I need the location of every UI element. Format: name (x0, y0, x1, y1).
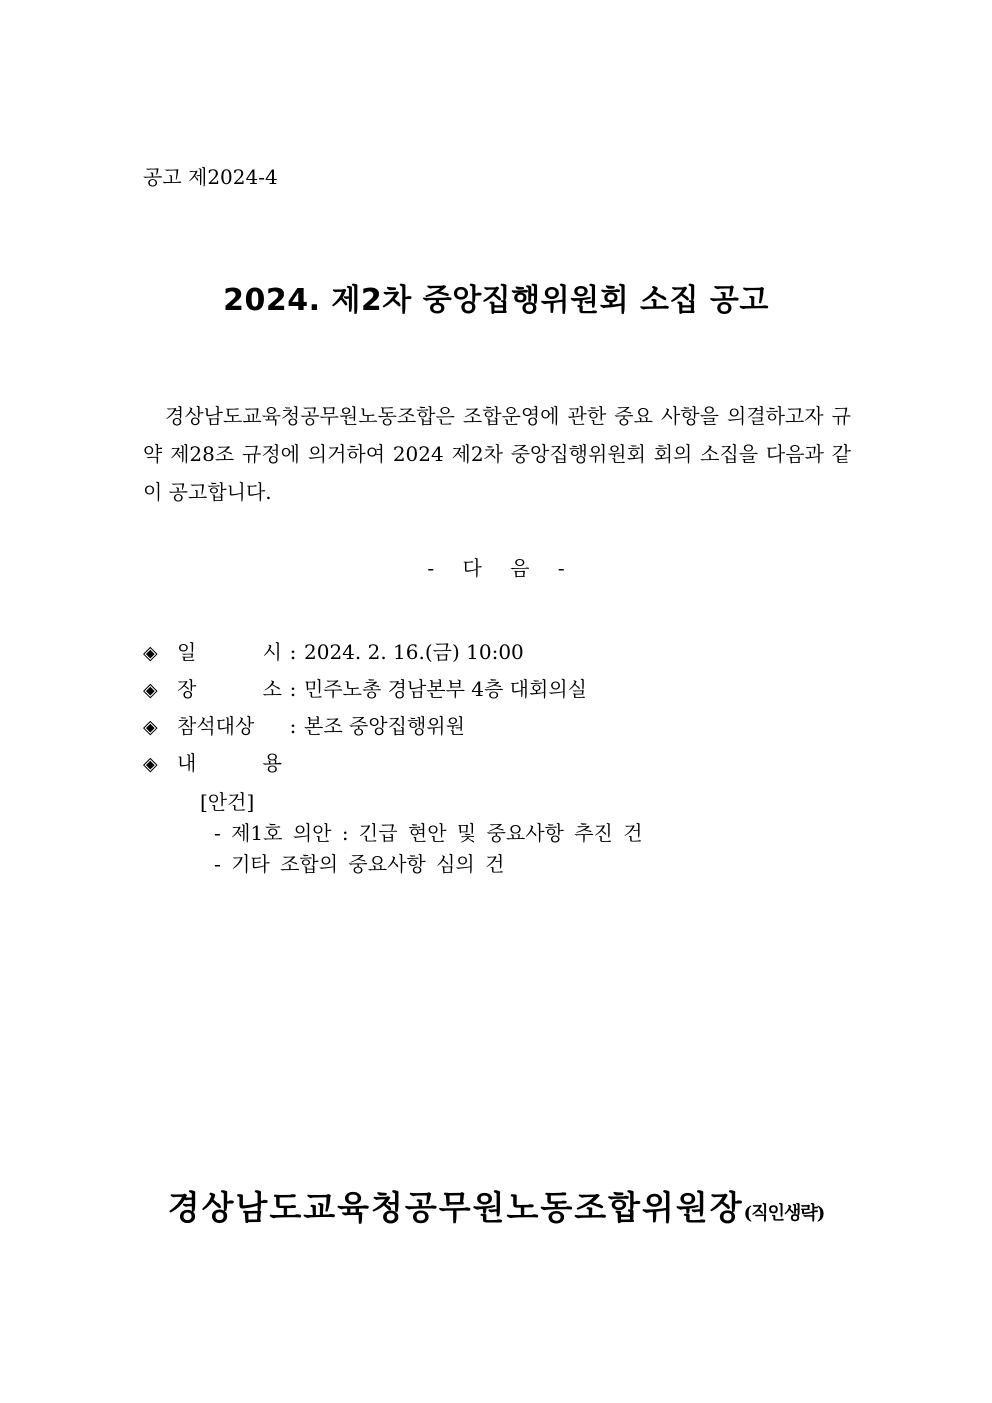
detail-value: 2024. 2. 16.(금) 10:00 (304, 640, 524, 664)
detail-label: 참석대상 (177, 714, 255, 738)
diamond-bullet-icon: ◈ (143, 642, 158, 664)
agenda-section (200, 787, 643, 880)
agenda-item: - 기타 조합의 중요사항 심의 건 (214, 852, 505, 876)
agenda-heading: [안건] (200, 790, 255, 814)
detail-value: 민주노총 경남본부 4층 대회의실 (304, 677, 587, 701)
detail-label: 내 용 (177, 751, 282, 775)
detail-label: 장 소 (177, 677, 282, 701)
detail-item-content (143, 745, 863, 782)
seal-omitted-note: (직인생략) (743, 1203, 825, 1224)
detail-item-datetime (143, 634, 863, 671)
diamond-bullet-icon: ◈ (143, 679, 158, 701)
details-list (143, 634, 863, 782)
body-paragraph: 경상남도교육청공무원노동조합은 조합운영에 관한 중요 사항을 의결하고자 규약 제28조 규정에 의거하여 2024 제2차 중앙집행위원회 회의 소집을 다음과 같이 공고합니다. (143, 404, 851, 504)
notice-number: 공고 제2024-4 (143, 165, 278, 189)
signature-block (0, 1182, 992, 1229)
detail-value: 본조 중앙집행위원 (304, 714, 465, 738)
detail-separator: : (289, 677, 297, 701)
separator-heading: - 다 음 - (427, 556, 565, 580)
agenda-item: - 제1호 의안 : 긴급 현안 및 중요사항 추진 건 (214, 821, 643, 845)
signature-name: 경상남도교육청공무원노동조합위원장 (167, 1188, 744, 1227)
detail-item-location (143, 671, 863, 708)
detail-separator: : (289, 714, 297, 738)
diamond-bullet-icon: ◈ (143, 753, 158, 775)
detail-label: 일 시 (177, 640, 282, 664)
detail-item-attendees (143, 708, 863, 745)
detail-separator: : (289, 640, 297, 664)
diamond-bullet-icon: ◈ (143, 716, 158, 738)
document-title: 2024. 제2차 중앙집행위원회 소집 공고 (223, 283, 769, 318)
